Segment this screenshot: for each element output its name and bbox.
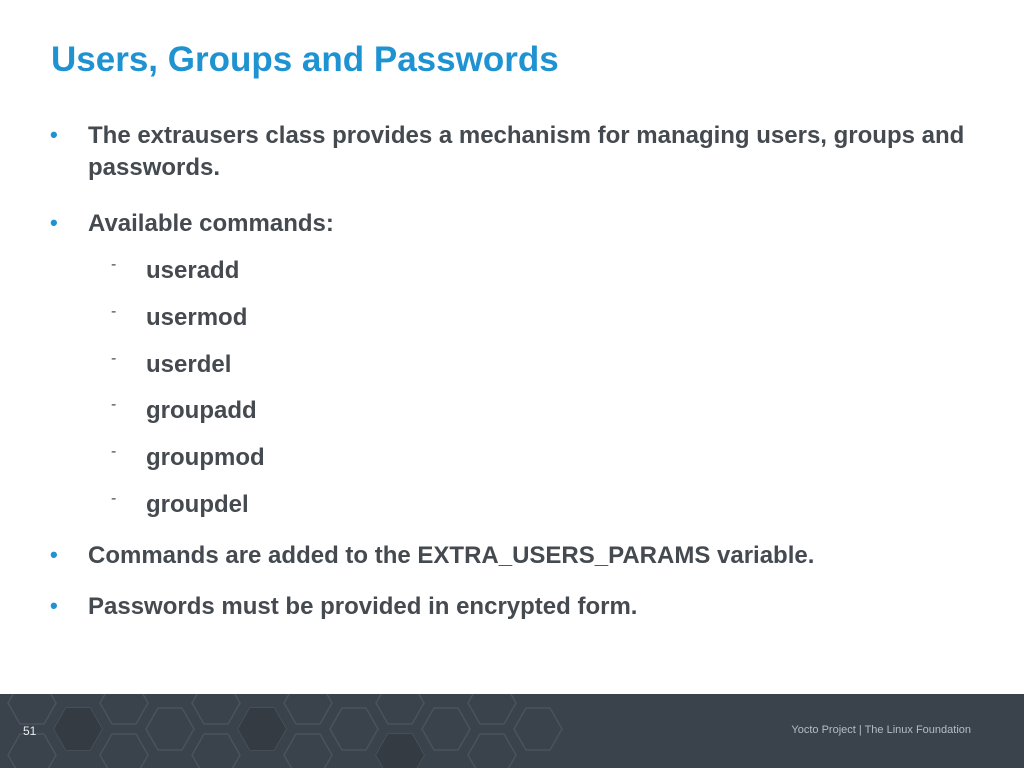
sub-marker: - [111,396,117,413]
bullet-marker: • [50,122,58,147]
sub-marker: - [111,256,117,273]
command-text: groupdel [146,491,249,518]
sub-marker: - [111,303,117,320]
bullet-marker: • [50,210,58,235]
footer-caption: Yocto Project | The Linux Foundation [791,724,971,736]
page-number: 51 [23,724,37,738]
bullet-text: Passwords must be provided in encrypted form. [88,593,638,620]
command-text: userdel [146,351,232,378]
sub-marker: - [111,443,117,460]
sub-marker: - [111,490,117,507]
slide-title: Users, Groups and Passwords [51,40,559,79]
bullet-text: The extrausers class provides a mechanism for managing users, groups and passwords. [88,122,965,181]
command-text: useradd [146,257,240,284]
bullet-text: Available commands: [88,210,334,237]
bullet-marker: • [50,593,58,618]
bullet-marker: • [50,542,58,567]
command-text: groupadd [146,397,257,424]
command-text: groupmod [146,444,265,471]
bullet-text: Commands are added to the EXTRA_USERS_PARAMS variable. [88,542,815,569]
slide-footer [0,694,1024,768]
command-text: usermod [146,304,248,331]
sub-marker: - [111,350,117,367]
